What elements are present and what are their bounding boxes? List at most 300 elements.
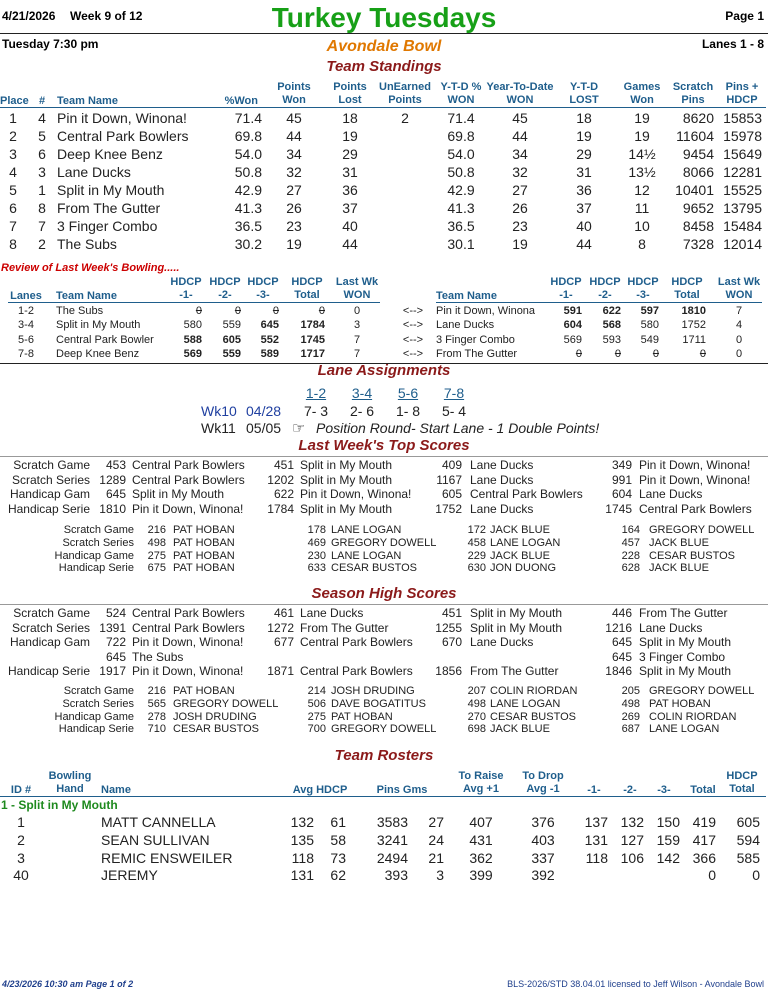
season_high-team_rows-row	[0, 606, 768, 621]
lane-pair-header: 1-2	[305, 385, 327, 401]
roster-cell-g1: 137	[584, 814, 608, 830]
roster-cell-drop: 376	[531, 814, 555, 830]
roster-cell-id: 1	[17, 814, 25, 830]
standings-row	[0, 109, 768, 127]
score-name: Central Park Bowlers	[132, 620, 245, 635]
review-team-2: Lane Ducks	[436, 319, 495, 332]
standings-cell-hdcp: 15525	[723, 182, 762, 198]
score-name: PAT HOBAN	[331, 710, 393, 723]
roster-cell-g3: 142	[656, 849, 680, 866]
score-value: 675	[147, 562, 166, 575]
rv-col-team: Team Name	[56, 290, 117, 302]
standings-cell-games: 13½	[628, 164, 656, 180]
review-vs-arrow: <-->	[402, 347, 424, 360]
score-name: CESAR BUSTOS	[649, 549, 735, 562]
ro-col-total: Total	[690, 784, 716, 796]
top_scores-ind_rows-row	[0, 524, 768, 537]
review-lanes: 1-2	[18, 305, 34, 317]
review-score-a2: 559	[222, 347, 241, 360]
standings-row	[0, 127, 768, 145]
roster-cell-htotal: 585	[736, 849, 760, 866]
score-name: LANE LOGAN	[490, 536, 561, 549]
roster-cell-pins: 2494	[376, 849, 408, 866]
score-label: Scratch Series	[62, 536, 134, 549]
standings-cell-team: Split in My Mouth	[57, 182, 165, 198]
standings-cell-lost: 19	[342, 128, 358, 144]
review-score-b3: 580	[640, 319, 659, 332]
score-value: 409	[441, 458, 462, 472]
roster-row	[0, 831, 768, 849]
standings-cell-ytd_won: 23	[512, 218, 528, 234]
review-team-1: Central Park Bowler	[56, 333, 154, 346]
review-vs-arrow: <-->	[402, 305, 424, 317]
roster-cell-gms: 3	[436, 867, 444, 884]
standings-cell-ytd_lost: 18	[576, 110, 592, 126]
score-label: Handicap Serie	[7, 664, 90, 679]
standings-cell-num: 5	[38, 128, 46, 144]
score-value: 446	[611, 606, 632, 620]
score-value: 498	[621, 697, 640, 710]
ro-col-g2: -2-	[623, 784, 637, 796]
season_high-team_rows-row	[0, 621, 768, 636]
standings-cell-ytd_lost: 36	[576, 182, 592, 198]
week-indicator: Week 9 of 12	[70, 9, 143, 23]
standings-cell-ytd_lost: 37	[576, 200, 592, 216]
review-score-at: 1745	[300, 333, 325, 346]
standings-cell-place: 5	[9, 182, 17, 198]
standings-cell-games: 10	[634, 218, 650, 234]
standings-cell-ytd_won: 34	[512, 146, 528, 162]
roster-cell-drop: 403	[531, 831, 555, 848]
standings-cell-ytd_pct: 42.9	[447, 182, 475, 198]
rv-col-g2-2: HDCP -2-	[589, 276, 621, 301]
score-name: Split in My Mouth	[300, 472, 393, 487]
score-value: 1289	[99, 472, 126, 487]
standings-cell-lost: 29	[342, 146, 358, 162]
review-score-a1: 569	[183, 347, 202, 360]
standings-cell-games: 14½	[628, 146, 656, 162]
score-name: JACK BLUE	[490, 723, 550, 736]
score-name: Split in My Mouth	[470, 620, 563, 635]
standings-cell-won: 26	[286, 200, 302, 216]
score-value: 1202	[267, 472, 294, 487]
score-name: Split in My Mouth	[300, 458, 393, 472]
score-name: Split in My Mouth	[639, 664, 732, 679]
score-label: Handicap Gam	[9, 487, 90, 502]
standings-cell-ytd_pct: 69.8	[447, 128, 475, 144]
review-lanes: 7-8	[18, 347, 34, 360]
review-vs-arrow: <-->	[402, 333, 424, 346]
ro-col-hdcp-total: HDCP Total	[726, 770, 758, 795]
score-value: 228	[621, 549, 640, 562]
roster-cell-raise: 362	[469, 849, 493, 866]
review-team-2: 3 Finger Combo	[436, 333, 515, 346]
roster-row	[0, 813, 768, 831]
score-value: 1391	[99, 620, 126, 635]
review-score-a3: 552	[260, 333, 279, 346]
top-scores-rule	[0, 456, 768, 457]
standings-title: Team Standings	[326, 58, 442, 75]
rv-col-g1-2: HDCP -1-	[550, 276, 582, 301]
review-score-a3: 589	[260, 347, 279, 360]
standings-cell-pct: 41.3	[234, 200, 262, 216]
season_high-team_rows-row	[0, 650, 768, 665]
score-name: Central Park Bowlers	[132, 472, 245, 487]
standings-cell-num: 4	[38, 110, 46, 126]
review-team-1: Deep Knee Benz	[56, 347, 140, 360]
roster-cell-avg: 118	[291, 849, 314, 866]
review-score-b3: 0	[652, 347, 659, 360]
roster-team-label: 1 - Split in My Mouth	[1, 798, 118, 812]
standings-cell-pct: 42.9	[234, 182, 262, 198]
roster-cell-g3: 159	[656, 831, 680, 848]
score-name: Pin it Down, Winona!	[132, 501, 244, 516]
lane-pair-header: 3-4	[351, 385, 373, 401]
score-name: Pin it Down, Winona!	[300, 487, 412, 502]
roster-cell-htotal: 594	[736, 831, 760, 848]
review-score-a2: 559	[222, 319, 241, 332]
ro-col-raise: To Raise Avg +1	[458, 770, 504, 795]
review-score-b2: 593	[602, 333, 621, 346]
score-name: GREGORY DOWELL	[331, 723, 437, 736]
standings-cell-pct: 71.4	[234, 110, 262, 126]
review-score-b2: 622	[602, 305, 621, 317]
top_scores-team_rows-row	[0, 487, 768, 502]
score-value: 229	[467, 549, 486, 562]
review-team-2: From The Gutter	[436, 347, 518, 360]
score-name: Central Park Bowlers	[639, 501, 752, 516]
standings-cell-pct: 69.8	[234, 128, 262, 144]
score-value: 216	[147, 524, 166, 536]
standings-cell-ytd_pct: 71.4	[447, 110, 475, 126]
standings-cell-hdcp: 13795	[723, 200, 762, 216]
standings-cell-num: 7	[38, 218, 46, 234]
standings-cell-place: 7	[9, 218, 17, 234]
standings-cell-ytd_won: 32	[512, 164, 528, 180]
standings-cell-num: 1	[38, 182, 46, 198]
score-value: 216	[147, 685, 166, 697]
score-value: 687	[621, 723, 640, 736]
review-row	[0, 318, 768, 332]
review-won-2: 0	[735, 333, 743, 346]
season_high-ind_rows-row	[0, 685, 768, 698]
score-name: JACK BLUE	[490, 549, 550, 562]
standings-cell-scratch: 9652	[682, 200, 714, 216]
score-name: Central Park Bowlers	[300, 664, 413, 679]
roster-cell-name: MATT CANNELLA	[101, 814, 216, 830]
standings-cell-won: 44	[286, 128, 302, 144]
standings-cell-ytd_won: 44	[512, 128, 528, 144]
score-value: 275	[147, 549, 166, 562]
score-value: 670	[441, 635, 462, 650]
roster-cell-raise: 431	[469, 831, 493, 848]
standings-row	[0, 235, 768, 253]
score-label: Handicap Serie	[58, 562, 134, 575]
score-name: Split in My Mouth	[639, 635, 732, 650]
review-score-bt: 1752	[681, 319, 706, 332]
roster-cell-pins: 393	[384, 867, 408, 884]
standings-cell-ytd_pct: 30.1	[447, 236, 475, 252]
standings-cell-won: 23	[286, 218, 302, 234]
score-label: Handicap Gam	[9, 635, 90, 650]
col-ytd-lost: Y-T-D LOST	[569, 81, 599, 106]
score-name: Lane Ducks	[470, 458, 534, 472]
score-value: 230	[307, 549, 326, 562]
score-value: 498	[467, 697, 486, 710]
standings-cell-num: 3	[38, 164, 46, 180]
standings-cell-won: 34	[286, 146, 302, 162]
score-name: GREGORY DOWELL	[331, 536, 437, 549]
col-team: Team Name	[57, 95, 118, 107]
season_high-ind_rows-row	[0, 711, 768, 724]
review-vs-arrow: <-->	[402, 319, 424, 332]
score-name: The Subs	[132, 649, 184, 664]
score-name: From The Gutter	[300, 620, 389, 635]
score-value: 506	[307, 697, 326, 710]
rv-col-team-2: Team Name	[436, 290, 497, 302]
score-value: 349	[611, 458, 632, 472]
score-name: GREGORY DOWELL	[649, 685, 755, 697]
review-score-b2: 0	[614, 347, 621, 360]
header-rule	[0, 33, 768, 34]
standings-cell-hdcp: 15853	[723, 110, 762, 126]
rv-col-g1: HDCP -1-	[170, 276, 202, 301]
score-name: JACK BLUE	[490, 524, 550, 536]
score-name: From The Gutter	[470, 664, 559, 679]
review-score-bt: 1810	[681, 305, 706, 317]
rv-underline-right	[436, 302, 762, 303]
standings-cell-hdcp: 15649	[723, 146, 762, 162]
review-score-at: 1784	[300, 319, 325, 332]
score-name: Pin it Down, Winona!	[132, 635, 244, 650]
standings-cell-ytd_pct: 41.3	[447, 200, 475, 216]
score-label: Scratch Game	[63, 685, 134, 697]
score-name: JON DUONG	[490, 562, 556, 575]
col-unearned: UnEarned Points	[379, 81, 431, 106]
score-name: JOSH DRUDING	[331, 685, 415, 697]
standings-cell-ytd_won: 19	[512, 236, 528, 252]
score-name: GREGORY DOWELL	[173, 697, 279, 710]
footer-license: BLS-2026/STD 38.04.01 licensed to Jeff Wilson - Avondale Bowl	[507, 979, 764, 989]
roster-cell-g2: 127	[620, 831, 644, 848]
roster-cell-pins: 3241	[376, 831, 408, 848]
review-won-2: 4	[735, 319, 743, 332]
standings-cell-scratch: 7328	[682, 236, 714, 252]
score-name: Lane Ducks	[470, 472, 534, 487]
standings-row	[0, 163, 768, 181]
score-name: JACK BLUE	[649, 562, 709, 575]
rv-col-g2: HDCP -2-	[209, 276, 241, 301]
score-name: PAT HOBAN	[173, 524, 235, 536]
score-value: 700	[307, 723, 326, 736]
top_scores-ind_rows-row	[0, 537, 768, 550]
standings-cell-scratch: 8458	[682, 218, 714, 234]
roster-cell-gms: 21	[428, 849, 444, 866]
rv-col-g3: HDCP -3-	[247, 276, 279, 301]
score-label: Scratch Game	[63, 524, 134, 536]
score-value: 630	[467, 562, 486, 575]
score-value: 645	[105, 487, 126, 502]
score-value: 457	[621, 536, 640, 549]
score-name: CESAR BUSTOS	[331, 562, 417, 575]
standings-cell-scratch: 10401	[675, 182, 714, 198]
standings-cell-team: Deep Knee Benz	[57, 146, 163, 162]
score-value: 622	[273, 487, 294, 502]
score-value: 645	[611, 649, 632, 664]
score-value: 205	[621, 685, 640, 697]
score-label: Scratch Series	[11, 620, 90, 635]
lane-assignments-title: Lane Assignments	[317, 362, 451, 379]
top_scores-team_rows-row	[0, 502, 768, 517]
season-high-rule	[0, 604, 768, 605]
rv-col-lanes: Lanes	[10, 290, 42, 302]
standings-cell-ytd_lost: 31	[576, 164, 592, 180]
col-ytd-pct: Y-T-D % WON	[440, 81, 482, 106]
review-score-b1: 569	[563, 333, 582, 346]
col-pts-won: Points Won	[277, 81, 311, 106]
score-name: 3 Finger Combo	[639, 649, 726, 664]
ro-col-avg: Avg HDCP	[292, 784, 348, 796]
score-name: JOSH DRUDING	[173, 710, 257, 723]
standings-cell-place: 2	[9, 128, 17, 144]
standings-cell-team: From The Gutter	[57, 200, 161, 216]
rv-underline-left	[8, 302, 380, 303]
standings-cell-hdcp: 12281	[723, 164, 762, 180]
score-value: 214	[307, 685, 326, 697]
ro-col-g3: -3-	[657, 784, 671, 796]
review-score-at: 0	[318, 305, 325, 317]
ro-col-hand: Bowling Hand	[48, 770, 92, 795]
session-time: Tuesday 7:30 pm	[2, 37, 99, 51]
standings-cell-place: 3	[9, 146, 17, 162]
score-name: Central Park Bowlers	[132, 458, 245, 472]
wk11-note: Position Round- Start Lane - 1 Double Points!	[316, 420, 600, 436]
standings-cell-lost: 31	[342, 164, 358, 180]
score-name: Split in My Mouth	[300, 501, 393, 516]
standings-cell-hdcp: 12014	[723, 236, 762, 252]
ro-col-pins: Pins Gms	[376, 784, 428, 796]
review-score-b3: 597	[640, 305, 659, 317]
ro-col-g1: -1-	[587, 784, 601, 796]
standings-cell-games: 12	[634, 182, 650, 198]
review-score-bt: 0	[699, 347, 706, 360]
score-name: LANE LOGAN	[331, 524, 402, 536]
review-won-1: 0	[353, 305, 361, 317]
score-name: Pin it Down, Winona!	[132, 664, 244, 679]
score-name: Central Park Bowlers	[132, 606, 245, 620]
roster-cell-raise: 399	[469, 867, 493, 884]
score-name: Lane Ducks	[639, 487, 703, 502]
standings-cell-won: 19	[286, 236, 302, 252]
roster-row	[0, 849, 768, 867]
footer-timestamp: 4/23/2026 10:30 am Page 1 of 2	[2, 979, 134, 989]
score-value: 451	[273, 458, 294, 472]
score-name: PAT HOBAN	[649, 697, 711, 710]
score-label: Handicap Game	[54, 710, 134, 723]
roster-cell-g1: 118	[585, 849, 608, 866]
score-value: 1752	[435, 501, 462, 516]
review-score-a2: 0	[234, 305, 241, 317]
score-name: PAT HOBAN	[173, 549, 235, 562]
standings-cell-games: 8	[638, 236, 646, 252]
roster-cell-name: SEAN SULLIVAN	[101, 831, 210, 848]
pointing-hand-icon: ☞	[292, 420, 306, 437]
review-score-b1: 591	[563, 305, 582, 317]
standings-cell-ytd_pct: 36.5	[447, 218, 475, 234]
league-title: Turkey Tuesdays	[271, 2, 497, 33]
score-name: CESAR BUSTOS	[173, 723, 259, 736]
score-value: 1784	[267, 501, 294, 516]
wk10-assignment: 7- 3	[303, 403, 329, 419]
wk10-date: 04/28	[246, 403, 282, 419]
review-score-b1: 0	[575, 347, 582, 360]
standings-cell-unearned: 2	[401, 110, 409, 126]
wk10-assignment: 1- 8	[395, 403, 421, 419]
roster-cell-name: REMIC ENSWEILER	[101, 849, 233, 866]
review-team-2: Pin it Down, Winona	[436, 305, 536, 317]
report-date: 4/21/2026	[2, 9, 56, 23]
season_high-team_rows-row	[0, 635, 768, 650]
standings-cell-scratch: 9454	[682, 146, 714, 162]
standings-cell-place: 1	[9, 110, 17, 126]
standings-cell-hdcp: 15978	[723, 128, 762, 144]
col-pins-hdcp: Pins + HDCP	[725, 81, 759, 106]
score-value: 207	[467, 685, 486, 697]
roster-cell-g2: 106	[620, 849, 644, 866]
rv-col-won-2: Last Wk WON	[717, 276, 761, 301]
score-name: CESAR BUSTOS	[490, 710, 576, 723]
roster-cell-gms: 27	[428, 814, 444, 830]
score-name: Pin it Down, Winona!	[639, 472, 751, 487]
score-value: 164	[621, 524, 640, 536]
score-name: LANE LOGAN	[490, 697, 561, 710]
standings-cell-place: 8	[9, 236, 17, 252]
standings-row	[0, 217, 768, 235]
roster-cell-total: 419	[692, 814, 716, 830]
roster-cell-avg: 131	[290, 867, 314, 884]
standings-cell-lost: 36	[342, 182, 358, 198]
review-score-bt: 1711	[682, 333, 706, 346]
score-value: 565	[147, 697, 166, 710]
score-value: 458	[467, 536, 486, 549]
standings-header-underline	[0, 107, 766, 108]
review-score-a1: 0	[195, 305, 202, 317]
score-value: 172	[467, 524, 486, 536]
standings-cell-lost: 18	[342, 110, 358, 126]
col-ytd-won: Year-To-Date WON	[486, 81, 554, 106]
score-label: Scratch Game	[13, 458, 90, 472]
top_scores-ind_rows-row	[0, 562, 768, 575]
rv-col-won: Last Wk WON	[335, 276, 379, 301]
wk10-label: Wk10	[201, 403, 237, 419]
standings-cell-place: 4	[9, 164, 17, 180]
standings-cell-pct: 36.5	[234, 218, 262, 234]
standings-cell-games: 19	[634, 110, 650, 126]
standings-row	[0, 145, 768, 163]
score-value: 1272	[267, 620, 294, 635]
roster-cell-total: 417	[692, 831, 716, 848]
score-value: 469	[307, 536, 326, 549]
review-score-b2: 568	[602, 319, 621, 332]
score-value: 1216	[605, 620, 632, 635]
col-place: Place	[0, 95, 29, 107]
standings-cell-won: 27	[286, 182, 302, 198]
standings-row	[0, 181, 768, 199]
roster-row	[0, 866, 768, 884]
standings-cell-pct: 30.2	[234, 236, 262, 252]
score-value: 451	[441, 606, 462, 620]
review-row	[0, 304, 768, 318]
